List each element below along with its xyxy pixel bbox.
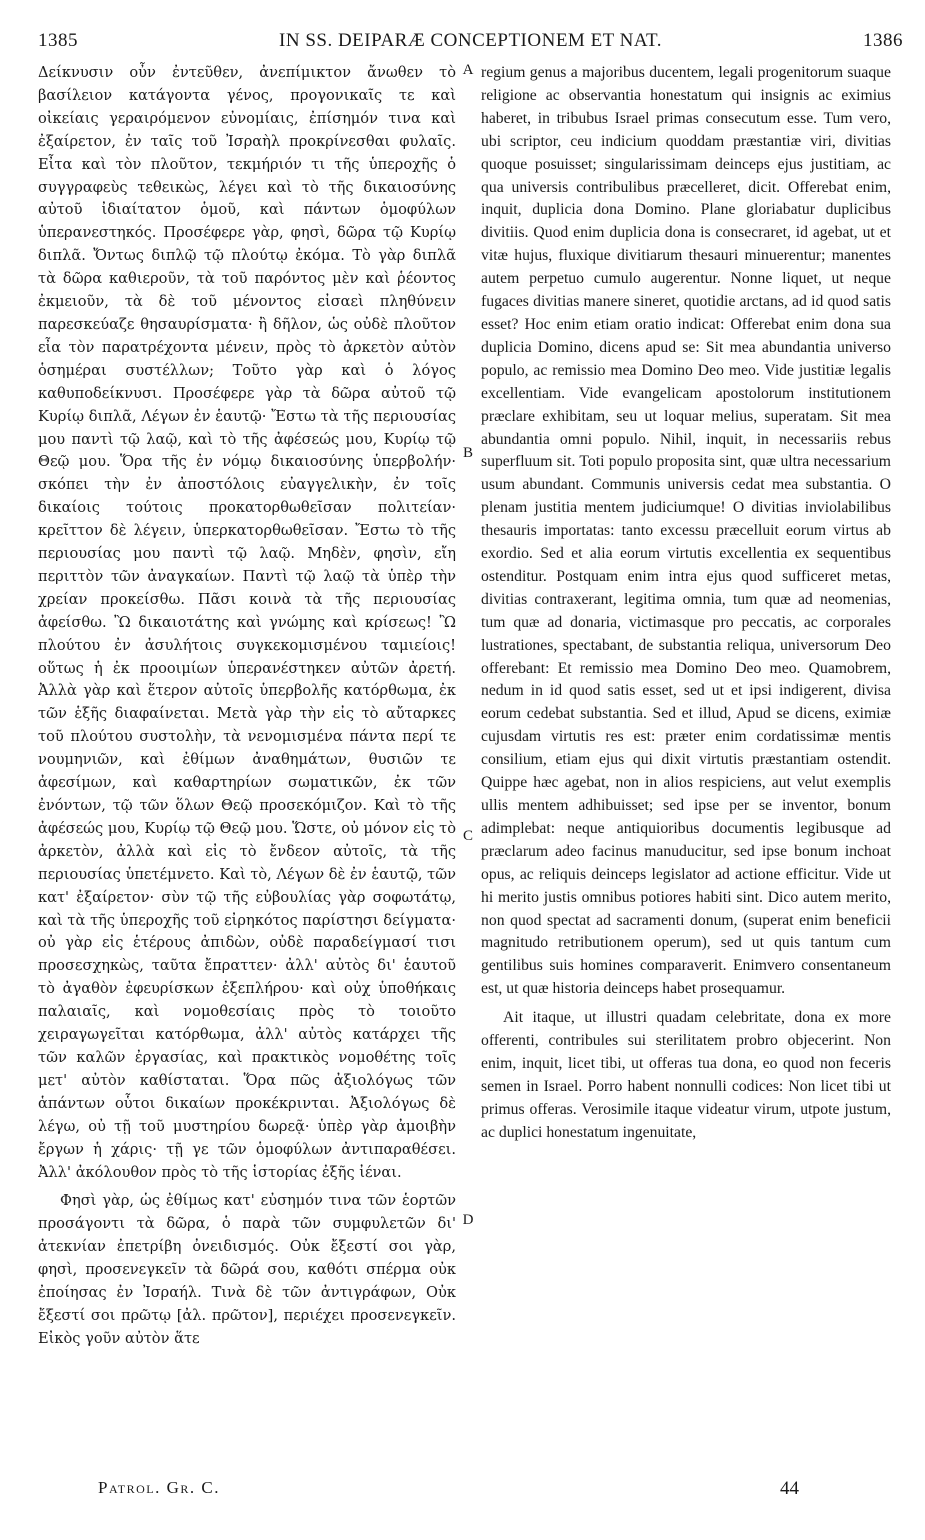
section-marker-c: C (462, 828, 473, 844)
page-number-left: 1385 (38, 30, 78, 51)
greek-paragraph-1: Δείκνυσιν οὖν ἐντεῦθεν, ἀνεπίμικτον ἄνωθεν τὸ βασίλειον κατάγοντα γένος, προγονικαῖς τε καὶ οἰκείαις γεραιρόμενον εὐνομίαις, ἐπίσημόν τινα καὶ ἐξαίρετον, ἐν ταῖς τοῦ Ἰσραὴλ προκρίνεσθαι φυλαῖς. Εἶτα καὶ τὸν πλοῦτον, τεκμήριόν τι τῆς ὑπεροχῆς ὁ συγγραφεὺς τεθεικὼς, λέγει καὶ τὸ τῆς δικαιοσύνης αὐτοῦ ἰδιαίτατον ὁμοῦ, καὶ πάντων ὁμοφύλων ὑπερανεστηκός. Προσέφερε γὰρ, φησὶ, δῶρα τῷ Κυρίῳ διπλᾶ. Ὄντως διπλῷ τῷ πλούτῳ ἐκόμα. Τὸ γὰρ διπλᾶ τὰ δῶρα καθιεροῦν, τὰ τοῦ παρόντος μὲν καὶ ῥέοντος ἐκμειοῦν, τὰ δὲ τοῦ μένοντος εἰσαεὶ πληθύνειν παρεσκεύαζε θησαυρίσματα· ἢ δῆλον, ὡς οὐδὲ πλοῦτον εἶα τὸν παρατρέχοντα μένειν, πρὸς τὸ ἀρκετὸν αὐτὸν ὁσημέραι συστέλλων; Τοῦτο γὰρ καὶ ὁ λόγος καθυποδείκνυσι. Προσέφερε γὰρ τὰ δῶρα αὐτοῦ τῷ Κυρίῳ διπλᾶ, Λέγων ἐν ἑαυτῷ· Ἔστω τὰ τῆς περιουσίας μου παντὶ τῷ λαῷ, καὶ τὸ τῆς ἀφέσεώς μου, Κυρίῳ τῷ Θεῷ μου. Ὅρα τῆς ἐν νόμῳ δικαιοσύνης ὑπερβολήν· σκόπει τὴν ἐν ἀποστόλοις εὐαγγελικὴν, ἐν τοῖς δικαίοις τούτοις προκατορθωθεῖσαν πολιτείαν· κρεῖττον δὲ λέγειν, ὑπερκατορθωθεῖσαν. Ἔστω τὸ τῆς περιουσίας μου παντὶ τῷ λαῷ. Μηδὲν, φησὶν, εἴη περιττὸν τῶν ἀναγκαίων. Παντὶ τῷ λαῷ τὰ ὑπὲρ τὴν χρείαν προκείσθω. Πᾶσι κοινὰ τὰ τῆς περιουσίας ἀφείσθω. Ὢ δικαιοτάτης καὶ γνώμης καὶ κρίσεως! Ὢ πλούτου ἐν ἀσυλήτοις συγκεκομισμένου ταμιείοις! οὕτως ἡ ἐκ προοιμίων ὑπερανέστηκεν αὐτῶν ἀρετή. Ἀλλὰ γὰρ καὶ ἕτερον αὐτοῖς ὑπερβολῆς κατόρθωμα, ἐκ τῶν ἑξῆς διαφαίνεται. Μετὰ γὰρ τὴν εἰς τὸ αὔταρκες τοῦ πλούτου συστολὴν, τὰ νενομισμένα πάντα περί τε νουμηνιῶν, καὶ ἐθίμων ἀναθημάτων, θυσιῶν τε ἀφεσίμων, καὶ καθαρτηρίων σωματικῶν, ἐκ τῶν ἐνόντων, τῷ τῶν ὅλων Θεῷ προσεκόμιζον. Καὶ τὸ τῆς ἀφέσεώς μου, Κυρίῳ τῷ Θεῷ μου. Ὥστε, οὐ μόνον εἰς τὸ ἀρκετὸν, ἀλλὰ καὶ εἰς τὸ ἔνδεον αὐτοῖς, τὰ τῆς περιουσίας ὑπετέμνετο. Καὶ τὸ, Λέγων δὲ ἐν ἑαυτῷ, τῶν κατ' ἐξαίρετον· σὺν τῷ τῆς εὐβουλίας γὰρ σοφωτάτῳ, καὶ τὰ τῆς ὑπεροχῆς τοῦ εἰρηκότος παρίστησι δείγματα· οὐ γὰρ εἰς ἑτέρους ἀπιδὼν, οὐδὲ παραδείγμασί τισι προσεσχηκὼς, ταῦτα ἔπραττεν· ἀλλ' αὐτὸς δι' ἑαυτοῦ τὸ ἀγαθὸν ἐφευρίσκων ἐξεπλήρου· καὶ οὐχ ὑποθήκαις παλαιαῖς, καὶ νομοθεσίαις πρὸς τὸ τοιοῦτο χειραγωγεῖται κατόρθωμα, ἀλλ' αὐτὸς κατάρχει τῆς τῶν καλῶν ἐργασίας, καὶ πρακτικὸς νομοθέτης τοῖς μετ' αὐτὸν καθίσταται. Ὅρα πῶς ἀξιολόγως τῶν ἁπάντων οὗτοι δικαίων προκέκρινται. Ἀξιολόγως δὲ λέγω, οὐ τῇ τοῦ μυστηρίου δωρεᾷ· ὑπὲρ γὰρ ἀμοιβὴν ἔργων ἡ χάρις· τῇ γε τῶν ὁμοφύλων ἀντιπαραθέσει. Ἀλλ' ἀκόλουθον πρὸς τὸ τῆς ἱστορίας ἐξῆς ἰέναι. (38, 64, 456, 1181)
section-marker-b: B (462, 445, 473, 461)
section-marker-a: A (462, 62, 474, 78)
signature-number: 44 (780, 1478, 799, 1499)
section-marker-d: D (462, 1212, 474, 1228)
footer-signature: Patrol. Gr. C. (98, 1478, 220, 1497)
running-header (38, 30, 903, 54)
latin-paragraph-1: regium genus a majoribus ducentem, legali progenitorum suaque religione ac observantia honestatum qui insignis ac eximius haberet, in tribubus Israel primas consecutum esse. Tum vero, ubi scriptor, ceu indicium quoddam præstantiæ viri, divitias quoque posuisset; singularissimam deinceps ejus justitiam, ac qua universis contribulibus præcelleret, dicit. Offerebat enim, inquit, duplicia dona Domino. Plane gloriabatur duplicibus divitiis. Quod enim duplicia dona is consecraret, id agebat, ut et vitæ hujus, fluxique divitiarum thesauri minuerentur; manentes autem perpetuo cumulo augerentur. Nonne liquet, ut neque fugaces divitias manere sineret, quotidie arctans, ad id quod satis esset? Hoc enim etiam oratio indicat: Offerebat enim dona sua duplicia Domino, dicens apud se: Sit mea abundantia universo populo, ac remissio mea Domino Deo meo. Vide justitiæ legalis excellentiam. Vide evangelicam apostolorum institutionem præclare exhibitam, seu ut loquar melius, superatam. Sit mea abundantia omni populo. Nihil, inquit, in necessariis rebus superfluum sit. Toti populo proposita sint, quæ ultra necessarium usum abundant. Communis universis cedat mea substantia. O plenam justitia mentem judiciumque! O divitias inviolabilibus thesauris importatas: tanto excessu præcelluit eorum virtus ab exordio. Sed et alia eorum virtutis excellentia ex sequentibus ostenditur. Postquam enim intra ejus quod sufficeret metas, divitias contraxerant, legitima omnia, tum quæ ad neomenias, tum quæ ad donaria, victimasque pro peccatis, ac corporales lustrationes, spectabant, de substantia reliqua, universorum Deo offerebant: Et remissio mea Domino Deo meo. Quamobrem, nedum in id quod satis esset, sed ut et ipsi indigerent, divisa eorum cedebat substantia. Sed et illud, Apud se dicens, eximiæ cujusdam virtutis res est: præter enim cordatissimæ mentis consilium, etiam ejus qui dixit virtutis præstantiam ostendit. Quippe hæc agebat, non in alios respiciens, aut velut exemplis ullis mentem adhibuisset; sed ipse per se inventor, bonum adimplebat: neque antiquioribus documentis legibusque ad præclarum adeo facinus manuducitur, sed ipse bonum inchoat opus, ac reliquis deinceps legislator ad actione efficitur. Vide ut hi merito justis omnibus potiores habiti sint. Dico autem merito, non quod spectat ad sacramenti donum, (superat enim beneficii magnitudo retributionem operum), sed ut quis tantum cum gentilibus suis homines comparaverit. Enimvero consentaneum est, ut quæ historia deinceps habet prosequamur. (481, 64, 891, 998)
latin-paragraph-2: Ait itaque, ut illustri quadam celebritate, dona ex more offerenti, contribules sui sterilitatem probro objecerint. Non enim, inquit, licet tibi, ut offeras tua dona, eo quod non feceris semen in Israel. Porro habent nonnulli codices: Non licet tibi ut primus offeras. Verosimile itaque videatur virum, utpote justum, ac duplici honestatum ingenuitate, (481, 1009, 891, 1141)
page-number-right: 1386 (863, 30, 903, 51)
greek-paragraph-2: Φησὶ γὰρ, ὡς ἐθίμως κατ' εὐσημόν τινα τῶν ἑορτῶν προσάγοντι τὰ δῶρα, ὁ παρὰ τῶν συμφυλετῶν δι' ἀτεκνίαν ἐπετρίβη ὀνειδισμός. Οὐκ ἔξεστί σοι γὰρ, φησὶ, προσενεγκεῖν τὰ δῶρά σου, καθότι σπέρμα οὐκ ἐποίησας ἐν Ἰσραήλ. Τινὰ δὲ τῶν ἀντιγράφων, Οὐκ ἔξεστί σοι πρῶτῳ [ἀλ. πρῶτον], περιέχει προσενεγκεῖν. Εἰκὸς γοῦν αὐτὸν ἅτε (38, 1192, 456, 1347)
latin-column (481, 62, 891, 1462)
greek-column (38, 62, 456, 1462)
running-title: IN SS. DEIPARÆ CONCEPTIONEM ET NAT. (279, 30, 662, 51)
